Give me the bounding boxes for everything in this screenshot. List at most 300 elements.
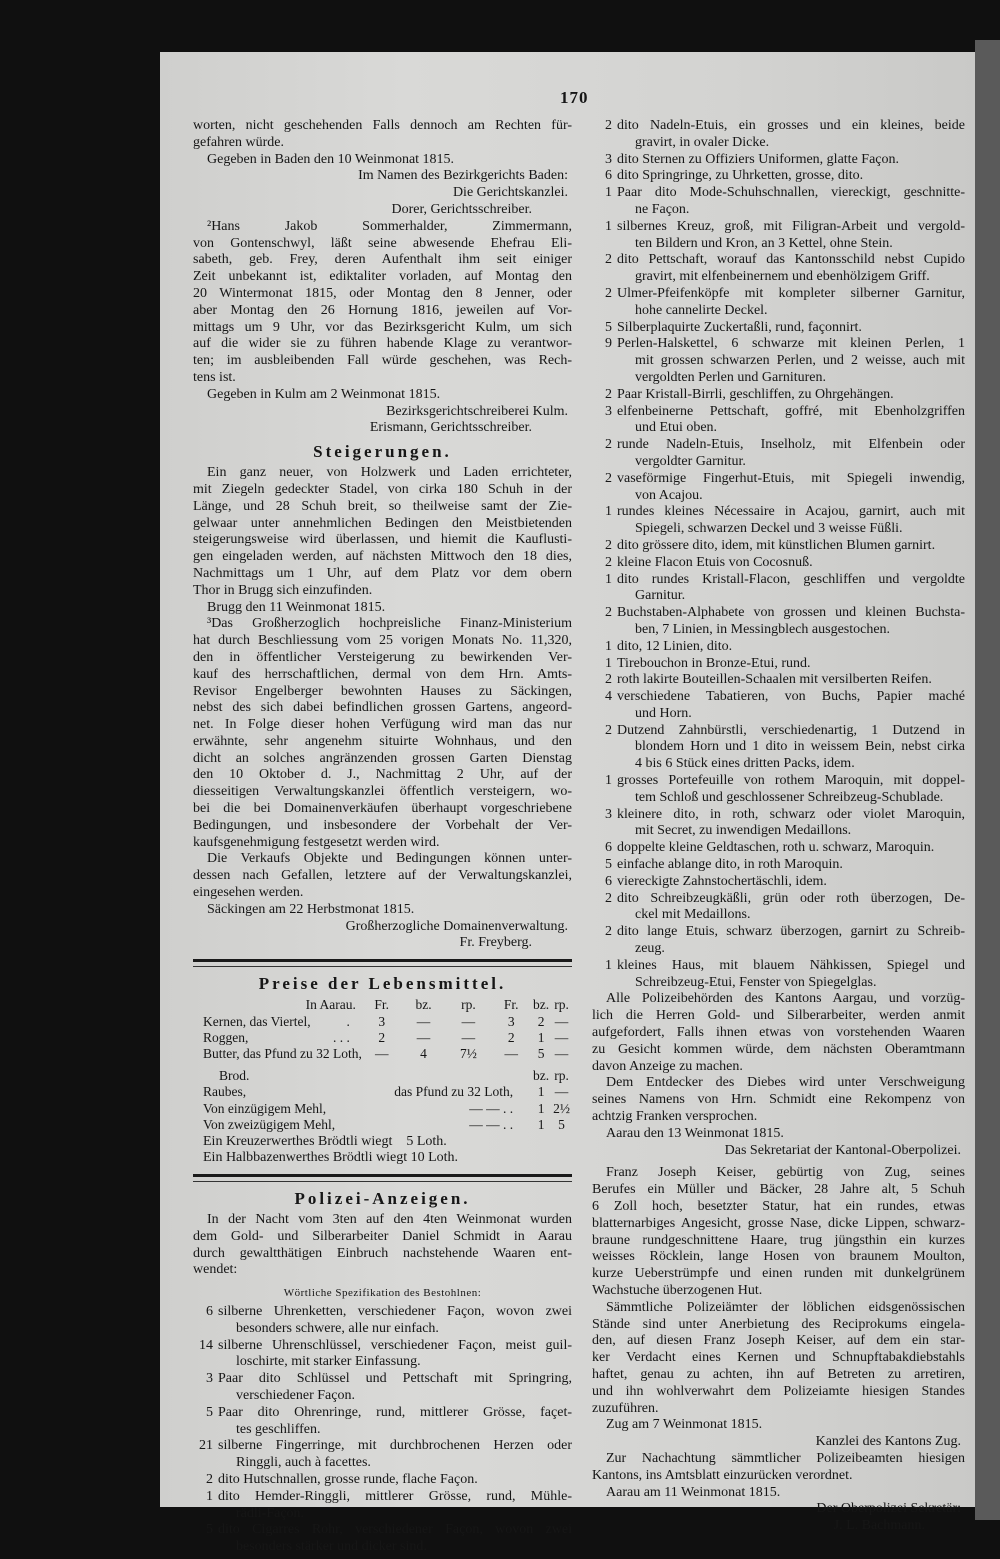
text-line: mit grossen schwarzen Perlen, und 2 weisse, auch mit	[635, 353, 965, 369]
list-item	[592, 773, 965, 807]
item-text	[617, 572, 965, 606]
signature-line: Erismann, Gerichtsschreiber.	[369, 420, 532, 436]
paragraph	[193, 902, 572, 919]
text-line: dito, 12 Linien, dito.	[617, 638, 733, 654]
item-text	[218, 1438, 572, 1472]
list-item	[193, 1338, 572, 1372]
item-quantity: 6	[605, 168, 612, 184]
price-value: —	[461, 1030, 476, 1046]
item-quantity: 2	[605, 118, 612, 133]
text-line: dito lange Etuis, schwarz überzogen, garnirt zu Schreib-	[617, 924, 965, 940]
section-divider	[193, 1174, 572, 1182]
text-line: Kantons, ins Amtsblatt einzurücken verordnet.	[592, 1467, 853, 1483]
bread-row	[193, 1084, 572, 1100]
item-quantity: 3	[605, 403, 612, 419]
text-line: und ihn wohlverwahrt dem Polizeiamte hiesigen Standes	[592, 1383, 965, 1399]
unit-label: bz.	[533, 997, 550, 1013]
text-line: Aarau den 13 Weinmonat 1815.	[606, 1125, 784, 1141]
list-item	[592, 958, 965, 992]
list-item	[592, 857, 965, 874]
text-line: dito Pettschaft, worauf das Kantonsschild nebst Cupido	[617, 252, 965, 268]
text-line: steigerungsweise wird überlassen, und hiemit die Kauflusti-	[193, 532, 572, 548]
list-item	[592, 605, 965, 639]
item-quantity: 5	[605, 319, 612, 335]
item-text	[617, 924, 965, 958]
list-item	[592, 168, 965, 185]
text-line: braune rundgeschnittene Haare, trug jüngsthin ein kurzes	[592, 1232, 965, 1248]
text-line: eingesehen werden.	[193, 885, 304, 901]
price-value: —	[554, 1046, 569, 1062]
text-line: Gegeben in Baden den 10 Weinmonat 1815.	[207, 151, 455, 167]
text-line: Spiegeli, schwarzen Deckel und 3 weisse Füßli.	[635, 521, 903, 537]
unit-label: rp.	[554, 1067, 569, 1083]
bread-label: Raubes,	[203, 1084, 247, 1100]
price-label	[193, 1046, 362, 1062]
text-line: und Etui oben.	[635, 420, 718, 436]
item-quantity: 1	[605, 957, 612, 973]
item-text	[617, 874, 965, 891]
text-line: Garnitur.	[635, 588, 686, 604]
item-quantity: 21	[199, 1438, 213, 1454]
section-heading: Steigerungen.	[313, 442, 452, 462]
item-quantity: 2	[605, 554, 612, 570]
text-line: tem Schloß und geschlossener Schreibzeug-Schublade.	[635, 789, 944, 805]
text-line: ker Verdacht eines Kernen und Schnupftabakdiebstahls	[592, 1350, 965, 1366]
price-value: 2	[378, 1030, 386, 1046]
item-text	[218, 1405, 572, 1439]
list-item	[592, 656, 965, 673]
text-line: ²Hans Jakob Sommerhalder, Zimmermann,	[207, 218, 572, 234]
text-line: gen eingeladen werden, auf nächsten Mittwoch den 18 dies,	[193, 549, 572, 565]
text-line: worten, nicht geschehenden Falls dennoch am Rechten für-	[193, 118, 572, 133]
signature-line: Im Namen des Bezirkgerichts Baden:	[358, 168, 568, 184]
text-line: Die Verkaufs Objekte und Bedingungen können unter-	[207, 851, 572, 867]
text-line: Brugg den 11 Weinmonat 1815.	[207, 599, 386, 615]
unit-label: bz.	[533, 1067, 550, 1083]
list-item	[193, 1405, 572, 1439]
list-item	[193, 1438, 572, 1472]
text-line: Paar Kristall-Birrli, geschliffen, zu Ohrgehängen.	[617, 386, 894, 402]
list-item	[592, 336, 965, 386]
text-line: grosses Portefeuille von rothem Maroquin, mit doppel-	[617, 773, 965, 789]
signature-block	[193, 168, 572, 218]
signature-block	[592, 1434, 965, 1451]
item-text	[617, 387, 965, 404]
text-line: mit Ziegeln gedeckter Stadel, von cirka 180 Schuh in der	[193, 481, 572, 497]
section-heading: Polizei-Anzeigen.	[294, 1189, 471, 1209]
text-line: kurze Ueberstrümpfe und einen runden mit dunkelgrünem	[592, 1266, 965, 1282]
price-label	[193, 1030, 362, 1046]
item-text	[617, 504, 965, 538]
item-name: Butter, das Pfund zu 32 Loth,	[203, 1046, 362, 1062]
item-quantity: 2	[605, 285, 612, 301]
paragraph	[193, 600, 572, 617]
item-name: Kernen, das Viertel,	[203, 1013, 311, 1029]
text-line: Säckingen am 22 Herbstmonat 1815.	[207, 901, 415, 917]
text-line: einfache ablange dito, in roth Maroquin.	[617, 857, 843, 873]
list-item	[592, 404, 965, 438]
paragraph	[592, 1417, 965, 1434]
text-line: kleine Flacon Etuis von Cocosnuß.	[617, 554, 813, 570]
text-line: 4 bis 6 Stück eines dritten Packs, idem.	[635, 756, 855, 772]
bread-title: Brod.	[219, 1067, 250, 1083]
item-quantity: 2	[605, 537, 612, 553]
item-quantity: 3	[605, 806, 612, 822]
text-line: Aarau am 11 Weinmonat 1815.	[606, 1484, 781, 1500]
left-column-bottom	[193, 1174, 572, 1556]
price-value: 1	[537, 1100, 545, 1116]
page-number: 170	[560, 88, 589, 107]
text-line: auf die wider sie zu führen habende Klage zu verantwor-	[193, 336, 572, 352]
item-text	[617, 891, 965, 925]
item-text	[617, 320, 965, 337]
list-item	[193, 1489, 572, 1523]
text-line: net. In Folge dieser hohen Verfügung wird man das nur	[193, 717, 572, 733]
signature-line: Die Gerichtskanzlei.	[452, 185, 568, 201]
text-line: Sämmtliche Polizeiämter der löblichen eidsgenössischen	[606, 1299, 965, 1315]
list-subheading: Wörtliche Spezifikation des Bestohlnen:	[283, 1287, 482, 1300]
price-row	[193, 1030, 572, 1046]
text-line: Berufes ein Müller und Bäcker, 28 Jahre alt, 5 Schuh	[592, 1182, 965, 1198]
list-item	[193, 1472, 572, 1489]
section-heading: Preise der Lebensmittel.	[258, 974, 507, 994]
text-line: Silberplaquirte Zuckertaßli, rund, façonnirt.	[617, 319, 862, 335]
text-line: elfenbeinerne Pettschaft, goffré, mit Ebenholzgriffen	[617, 403, 965, 419]
item-text	[617, 958, 965, 992]
item-quantity: 1	[605, 185, 612, 201]
text-line: roth lakirte Bouteillen-Schaalen mit versilberten Reifen.	[617, 672, 932, 688]
text-line: Zug am 7 Weinmonat 1815.	[606, 1417, 763, 1433]
text-line: achtzig Franken versprochen.	[592, 1109, 758, 1125]
paragraph	[193, 152, 572, 169]
text-line: bei die bei Domainenverkäufen überhaupt vorgeschriebene	[193, 801, 572, 817]
dots: .	[346, 1013, 350, 1029]
text-line: In der Nacht vom 3ten auf den 4ten Weinmonat wurden	[207, 1212, 572, 1228]
list-item	[592, 320, 965, 337]
signature-line: Dorer, Gerichtsschreiber.	[391, 201, 532, 217]
text-line: tes geschliffen.	[236, 1421, 321, 1437]
text-line: gelwaar unter annehmlichen Bedingen den Meistbietenden	[193, 515, 572, 531]
bread-note: das Pfund zu 32 Loth,	[394, 1084, 514, 1100]
item-quantity: 2	[605, 470, 612, 486]
text-line: durch gewaltthätigen Einbruch nachstehende Waaren ent-	[193, 1245, 572, 1261]
text-line: aber Montag den 26 Hornung 1816, jeweilen auf Vor-	[193, 302, 572, 318]
page-edge	[975, 40, 1000, 1520]
text-line: Gegeben in Kulm am 2 Weinmonat 1815.	[207, 386, 441, 402]
text-line: besonders stärker und dicker sind.	[236, 1539, 427, 1555]
price-value: 4	[420, 1046, 427, 1062]
text-line: dito Schreibzeugkäßli, grün oder roth überzogen, De-	[617, 890, 965, 906]
item-text	[617, 152, 965, 169]
item-quantity: 1	[605, 218, 612, 234]
list-item	[592, 639, 965, 656]
item-quantity: 2	[605, 605, 612, 621]
text-line: davon Anzeige zu machen.	[592, 1058, 743, 1074]
signature-line: Großherzogliche Domainenverwaltung.	[345, 918, 568, 934]
text-line: ³Das Großherzoglich hochpreisliche Finanz-Ministerium	[207, 616, 572, 632]
signature-block	[592, 1501, 965, 1535]
list-item	[592, 924, 965, 958]
list-item	[592, 891, 965, 925]
text-line: hat durch Beschliessung vom 25 vorigen Monats No. 11,320,	[193, 633, 572, 649]
price-value: 5	[558, 1117, 565, 1133]
text-line: doppelte kleine Geldtaschen, roth u. schwarz, Maroquin.	[617, 840, 935, 856]
text-line: Bedingungen, und insbesondere der Vorbehalt der Ver-	[193, 817, 572, 833]
text-line: zeug.	[635, 941, 665, 957]
text-line: Ringgli, auch à facettes.	[236, 1455, 371, 1471]
item-name: Roggen,	[203, 1030, 249, 1046]
text-line: zu Gesicht kommen würde, dem nächsten Oberamtmann	[592, 1041, 965, 1057]
list-item	[592, 874, 965, 891]
item-text	[617, 286, 965, 320]
price-label	[193, 1014, 362, 1030]
signature-line: Der Oberpolizei Sekretär:	[816, 1501, 961, 1517]
unit-label: rp.	[461, 997, 476, 1013]
signature-line: Bezirksgerichtschreiberei Kulm.	[386, 403, 568, 419]
paragraph	[592, 991, 965, 1075]
item-text	[617, 773, 965, 807]
list-item	[592, 252, 965, 286]
price-value: 3	[507, 1013, 515, 1029]
bread-note: — — . .	[469, 1100, 514, 1116]
text-line: gefahren würde.	[193, 134, 284, 150]
item-text	[617, 404, 965, 438]
weight-line: Ein Halbbazenwerthes Brödtli wiegt 10 Loth.	[203, 1150, 459, 1166]
unit-label: rp.	[554, 997, 569, 1013]
item-text	[617, 252, 965, 286]
paragraph	[592, 1300, 965, 1418]
item-text	[617, 807, 965, 841]
text-line: Alle Polizeibehörden des Kantons Aargau, und vorzüg-	[606, 991, 965, 1007]
item-text	[617, 185, 965, 219]
bread-rows	[193, 1084, 572, 1133]
text-line: dito rundes Kristall-Flacon, geschliffen und vergoldte	[617, 571, 965, 587]
grain-rows	[193, 1014, 572, 1063]
price-value: 3	[378, 1013, 386, 1029]
text-line: Buchstaben-Alphabete von grossen und kleinen Buchsta-	[617, 605, 965, 621]
text-line: 20 Wintermonat 1815, oder Montag den 8 Jenner, oder	[193, 285, 572, 301]
price-value: —	[374, 1046, 389, 1062]
paragraph	[193, 219, 572, 387]
text-line: rundes kleines Nécessaire in Acajou, garnirt, auch mit	[617, 504, 965, 520]
text-line: dito grössere dito, idem, mit künstlichen Blumen garnirt.	[617, 537, 936, 553]
text-line: diesseitigen Verwaltungskanzlei öffentlich versteigern, wo-	[193, 784, 572, 800]
price-value: 2	[507, 1030, 515, 1046]
list-item	[592, 471, 965, 505]
bread-label: Von einzügigem Mehl,	[203, 1100, 327, 1116]
bread-note: — — . .	[469, 1117, 514, 1133]
text-line: ten Bildern und Kron, an 3 Kettel, ohne Stein.	[635, 235, 893, 251]
list-item	[592, 672, 965, 689]
prices-place: In Aarau.	[305, 997, 356, 1013]
left-column	[193, 118, 572, 1556]
paragraph	[592, 1485, 965, 1502]
price-value: —	[554, 1030, 569, 1046]
text-line: ben, 7 Linien, in Messingblech ausgestochen.	[635, 621, 891, 637]
item-quantity: 2	[605, 890, 612, 906]
item-quantity: 6	[605, 840, 612, 856]
right-column-content	[592, 118, 965, 1535]
list-item	[592, 185, 965, 219]
food-prices-table	[193, 997, 572, 1133]
bread-row	[193, 1117, 572, 1133]
price-value: 1	[537, 1084, 545, 1100]
text-line: und Horn.	[635, 705, 692, 721]
price-value: —	[504, 1046, 518, 1062]
text-line: mittags um 9 Uhr, vor das Bezirksgericht Kulm, um sich	[193, 319, 572, 335]
text-line: ten; im ausbleibenden Fall würde geschehen, was Rech-	[193, 353, 572, 369]
text-line: wendet:	[193, 1262, 238, 1278]
price-value: —	[554, 1013, 569, 1029]
item-text	[617, 118, 965, 152]
text-line: dito Hemder-Ringgli, mittlerer Grösse, rund, Mühle-	[218, 1488, 572, 1504]
item-quantity: 2	[605, 386, 612, 402]
list-item	[592, 555, 965, 572]
signature-block	[592, 1143, 965, 1160]
text-line: Paar dito Ohrenringe, rund, mittlerer Grösse, façet-	[218, 1404, 572, 1420]
text-line: tens ist.	[193, 369, 236, 385]
list-item	[592, 286, 965, 320]
text-line: silberne Uhrenschlüssel, verschiedener Façon, meist guil-	[218, 1337, 572, 1353]
item-text	[617, 857, 965, 874]
item-text	[617, 689, 965, 723]
list-item	[592, 437, 965, 471]
item-quantity: 4	[605, 689, 612, 705]
list-item	[193, 1304, 572, 1338]
price-value: 2	[537, 1013, 545, 1029]
item-quantity: 2	[605, 252, 612, 268]
bread-label: Von zweizügigem Mehl,	[203, 1117, 336, 1133]
text-line: runde Nadeln-Etuis, Inselholz, mit Elfenbein oder	[617, 437, 965, 453]
unit-label: Fr.	[503, 997, 519, 1013]
price-value: —	[416, 1013, 431, 1029]
text-line: besonders schwere, alle nur einfach.	[236, 1320, 439, 1336]
text-line: dem Gold- und Silberarbeiter Daniel Schmidt in Aarau	[193, 1228, 572, 1244]
price-value: 5	[537, 1046, 545, 1062]
text-line: vaseförmige Fingerhut-Etuis, mit Spiegeli inwendig,	[617, 470, 965, 486]
text-line: den in öffentlicher Versteigerung zu bewirkenden Ver-	[193, 649, 572, 665]
text-line: kaufsgenehmigung festgesetzt werden wird.	[193, 834, 440, 850]
item-quantity: 5	[206, 1522, 213, 1538]
item-text	[617, 538, 965, 555]
item-text	[218, 1489, 572, 1523]
item-text	[617, 840, 965, 857]
list-item	[592, 504, 965, 538]
item-text	[617, 437, 965, 471]
paragraph	[193, 387, 572, 404]
price-row	[193, 1046, 572, 1062]
item-quantity: 3	[206, 1371, 213, 1387]
text-line: von Gontenschwyl, läßt seine abwesende Ehefrau Eli-	[193, 235, 572, 251]
item-quantity: 1	[605, 655, 612, 671]
text-line: Schreibzeug-Etui, Fenster von Spiegelglas.	[635, 974, 877, 990]
section-divider	[193, 959, 572, 967]
item-quantity: 5	[605, 857, 612, 873]
item-text	[617, 471, 965, 505]
signature-block	[193, 919, 572, 953]
list-item	[592, 723, 965, 773]
text-line: aufgefordert, Falls ihnen etwas von vorstehenden Waaren	[592, 1025, 965, 1041]
text-line: Revisor Engelberger bewohnten Hauses zu Säckingen,	[193, 683, 572, 699]
text-line: silbernes Kreuz, groß, mit Filigran-Arbeit und vergold-	[617, 218, 965, 234]
text-line: dito Springringe, zu Uhrketten, grosse, dito.	[617, 168, 864, 184]
list-item	[592, 807, 965, 841]
text-line: weisses Röcklein, lange Hosen von braunem Moulton,	[592, 1249, 965, 1265]
list-item	[592, 572, 965, 606]
item-text	[218, 1304, 572, 1338]
item-quantity: 6	[206, 1304, 213, 1320]
price-value: 7½	[459, 1046, 477, 1062]
text-line: Dem Entdecker des Diebes wird unter Verschweigung	[606, 1075, 965, 1091]
text-line: kleinere dito, in roth, schwarz oder violet Maroquin,	[617, 806, 965, 822]
text-line: kleines Haus, mit blauem Nähkissen, Spiegel und	[617, 957, 965, 973]
list-item	[592, 118, 965, 152]
paragraph	[592, 1075, 965, 1125]
text-line: Dutzend Zahnbürstli, verschiedenartig, 1 Dutzend in	[617, 722, 965, 738]
item-text	[218, 1472, 572, 1489]
weight-line: Ein Kreuzerwerthes Brödtli wiegt 5 Loth.	[203, 1133, 447, 1149]
text-line: haftet, genau zu achten, ihn auf Betreten zu arretiren,	[592, 1366, 965, 1382]
price-value: —	[554, 1084, 569, 1100]
item-text	[617, 168, 965, 185]
text-line: hohe cannelirte Deckel.	[635, 302, 768, 318]
item-quantity: 6	[605, 873, 612, 889]
signature-line: Kanzlei des Kantons Zug.	[815, 1434, 961, 1450]
text-line: blatternarbiges Angesicht, grosse Nase, dicke Lippen, schwarz-	[592, 1215, 965, 1231]
text-line: lich die Herren Gold- und Silberarbeiter, werden anmit	[592, 1008, 965, 1024]
text-line: dito Hutschnallen, grosse runde, flache Façon.	[218, 1472, 478, 1488]
text-line: Franz Joseph Keiser, gebürtig von Zug, seines	[606, 1165, 965, 1181]
text-line: Tirebouchon in Bronze-Etui, rund.	[617, 655, 811, 671]
text-line: Stände sind unter Anerbietung des Reciprokums eingela-	[592, 1316, 965, 1332]
text-line: Thor in Brugg sich einzufinden.	[193, 582, 373, 598]
text-line: dito Sternen zu Offiziers Uniformen, glatte Façon.	[617, 151, 899, 167]
paragraph	[193, 118, 572, 152]
item-text	[617, 672, 965, 689]
item-quantity: 2	[206, 1472, 213, 1488]
text-line: den 10 Oktober d. J., Nachmittag 2 Uhr, auf der	[193, 767, 572, 783]
item-quantity: 2	[605, 437, 612, 453]
paragraph	[592, 1165, 965, 1299]
signature-line: J. L. Bachmann.	[833, 1518, 925, 1534]
text-line: silberne Fingerringe, mit durchbrochenen Herzen oder	[218, 1438, 572, 1454]
text-line: Perlen-Halskettel, 6 schwarze mit kleinen Perlen, 1	[617, 336, 965, 352]
text-line: kauf des herrschaftlichen, dermal von dem Hrn. Amts-	[193, 666, 572, 682]
text-line: dito Nadeln-Etuis, ein grosses und ein kleines, beide	[617, 118, 965, 133]
item-text	[617, 605, 965, 639]
item-quantity: 1	[605, 773, 612, 789]
list-item	[592, 219, 965, 253]
text-line: blondem Horn und 1 dito in weissem Bein, nebst cirka	[635, 739, 965, 755]
text-line: Wachstuche überzogenen Hut.	[592, 1282, 763, 1298]
text-line: nebst des sich dabei befindlichen grossen Gartens, angeord-	[193, 700, 572, 716]
text-line: dicht an solches angränzenden grossen Garten Dienstag	[193, 750, 572, 766]
dots: . . .	[332, 1030, 350, 1046]
text-line: verschiedene Tabatieren, von Buchs, Papier maché	[617, 689, 965, 705]
list-item	[592, 538, 965, 555]
paragraph	[193, 1212, 572, 1279]
list-item	[193, 1371, 572, 1405]
paragraph	[592, 1451, 965, 1485]
text-line: seines Namens von Hrn. Schmidt eine Rekompenz von	[592, 1092, 965, 1108]
paragraph	[193, 465, 572, 599]
text-line: mit Secret, zu inwendigen Medaillons.	[635, 823, 852, 839]
bread-weights	[193, 1134, 572, 1168]
item-quantity: 2	[605, 722, 612, 738]
text-line: ckel mit Medaillons.	[635, 907, 751, 923]
price-value: 2½	[553, 1100, 570, 1116]
list-item	[592, 689, 965, 723]
